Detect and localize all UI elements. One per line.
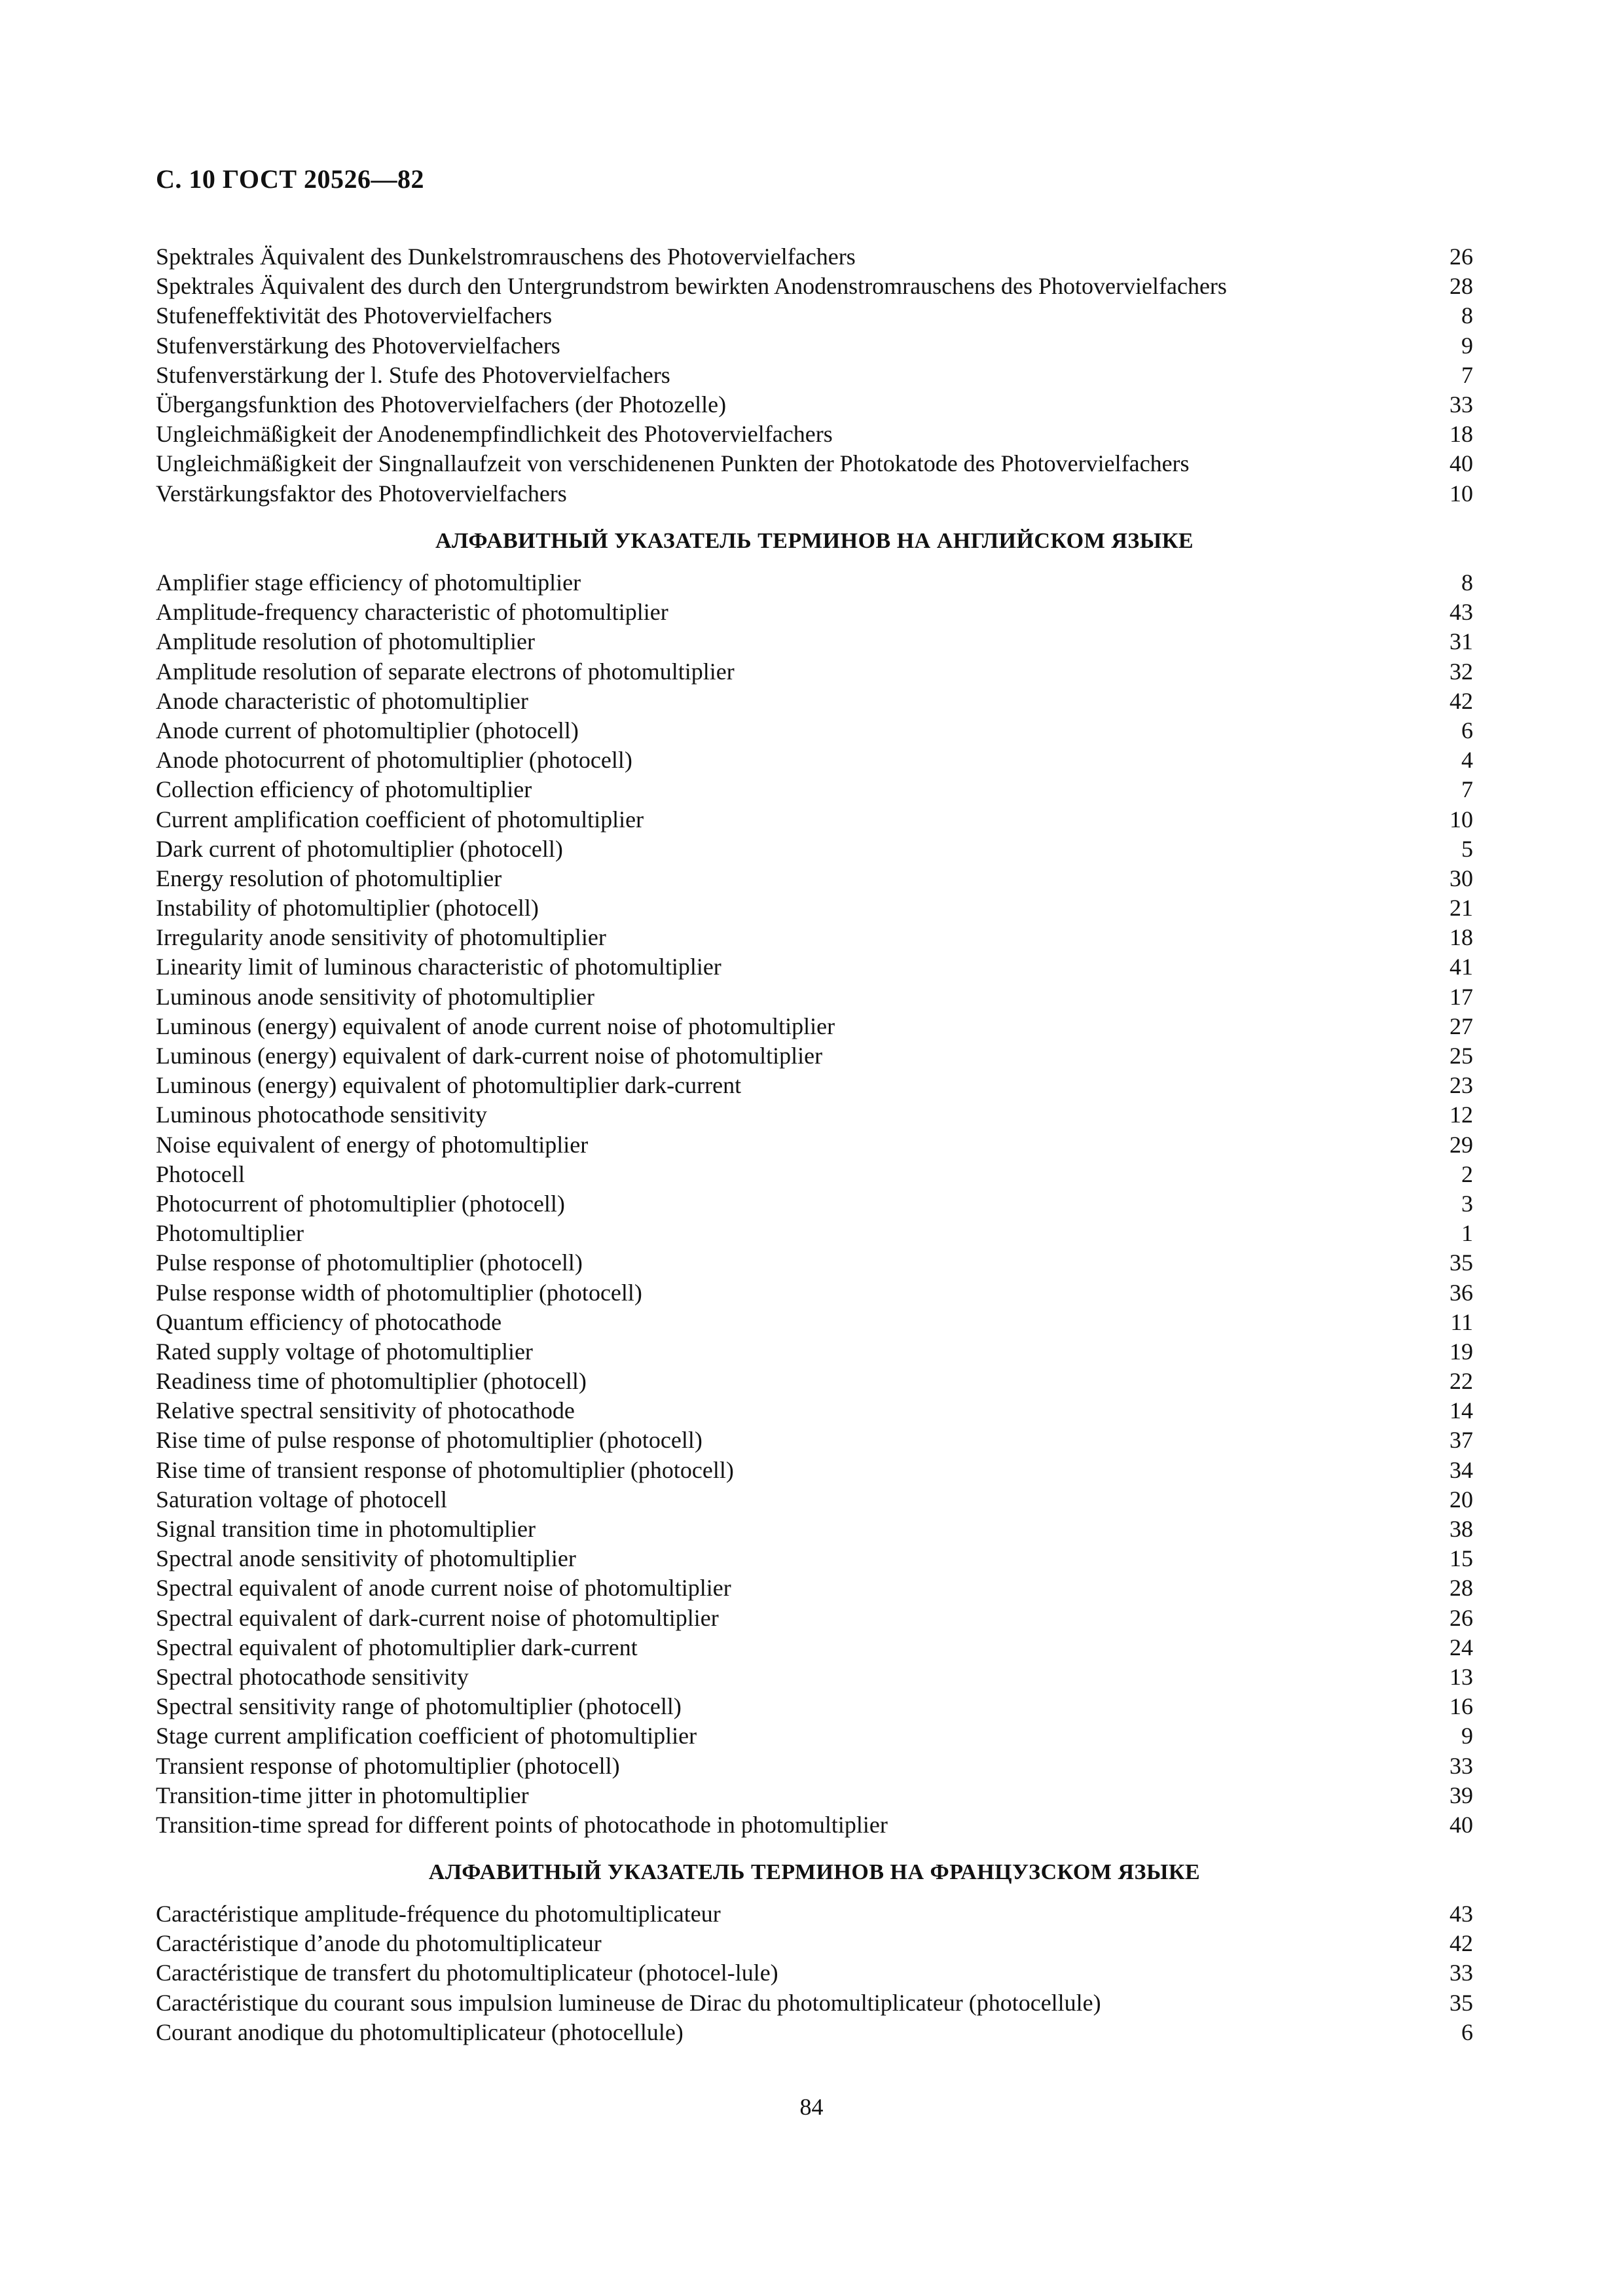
index-term: Spektrales Äquivalent des durch den Untergrundstrom bewirkten Anodenstromrauschens des Photovervielfachers xyxy=(156,273,1227,300)
index-term-number: 13 xyxy=(1450,1663,1473,1690)
index-entry xyxy=(156,864,1473,893)
index-term-number: 33 xyxy=(1450,391,1473,418)
index-entry xyxy=(156,805,1473,834)
index-term-number: 26 xyxy=(1450,243,1473,270)
index-term-number: 3 xyxy=(1461,1190,1473,1217)
index-entry xyxy=(156,272,1473,301)
index-term: Linearity limit of luminous characteristic of photomultiplier xyxy=(156,954,721,980)
index-term: Transition-time spread for different points of photocathode in photomultiplier xyxy=(156,1811,888,1838)
index-term: Spektrales Äquivalent des Dunkelstromrauschens des Photovervielfachers xyxy=(156,243,856,270)
index-entry xyxy=(156,1100,1473,1130)
index-term: Stufenverstärkung der l. Stufe des Photovervielfachers xyxy=(156,361,670,388)
index-term-number: 19 xyxy=(1450,1338,1473,1365)
french-index-title: АЛФАВИТНЫЙ УКАЗАТЕЛЬ ТЕРМИНОВ НА ФРАНЦУЗСКОМ ЯЗЫКЕ xyxy=(428,1860,1201,1884)
index-term-number: 9 xyxy=(1461,332,1473,359)
index-entry xyxy=(156,1988,1473,2018)
index-entry xyxy=(156,1810,1473,1840)
index-term-number: 11 xyxy=(1450,1308,1473,1335)
index-term: Saturation voltage of photocell xyxy=(156,1486,447,1513)
index-term: Ungleichmäßigkeit der Singnallaufzeit von verschidenenen Punkten der Photokatode des Photovervielfachers xyxy=(156,450,1190,477)
index-entry xyxy=(156,1958,1473,1988)
index-term: Collection efficiency of photomultiplier xyxy=(156,776,532,803)
index-term: Dark current of photomultiplier (photocell) xyxy=(156,835,563,862)
index-term-number: 33 xyxy=(1450,1960,1473,1986)
index-term: Rise time of pulse response of photomultiplier (photocell) xyxy=(156,1427,702,1454)
index-entry xyxy=(156,627,1473,656)
index-term: Instability of photomultiplier (photocell) xyxy=(156,895,539,922)
index-term-number: 12 xyxy=(1450,1102,1473,1128)
index-term-number: 32 xyxy=(1450,658,1473,685)
index-term-number: 17 xyxy=(1450,983,1473,1010)
index-term-number: 38 xyxy=(1450,1516,1473,1542)
index-term-number: 22 xyxy=(1450,1368,1473,1395)
index-term-number: 16 xyxy=(1450,1693,1473,1720)
index-entry xyxy=(156,1219,1473,1248)
index-term-number: 29 xyxy=(1450,1131,1473,1158)
index-entry xyxy=(156,1396,1473,1426)
index-term: Photomultiplier xyxy=(156,1220,304,1247)
index-entry xyxy=(156,1929,1473,1958)
english-index xyxy=(156,568,1473,1840)
index-entry xyxy=(156,420,1473,449)
index-term: Luminous (energy) equivalent of photomultiplier dark-current xyxy=(156,1072,742,1099)
index-term: Verstärkungsfaktor des Photovervielfachers xyxy=(156,480,567,507)
index-entry xyxy=(156,1337,1473,1367)
index-term-number: 23 xyxy=(1450,1072,1473,1099)
index-entry xyxy=(156,449,1473,478)
index-term-number: 8 xyxy=(1461,302,1473,329)
index-term: Ungleichmäßigkeit der Anodenempfindlichkeit des Photovervielfachers xyxy=(156,421,833,448)
index-term-number: 6 xyxy=(1461,717,1473,744)
index-term-number: 18 xyxy=(1450,421,1473,448)
index-entry xyxy=(156,1278,1473,1308)
index-entry xyxy=(156,361,1473,390)
index-entry xyxy=(156,301,1473,331)
index-term-number: 43 xyxy=(1450,599,1473,626)
index-term: Spectral equivalent of photomultiplier dark-current xyxy=(156,1634,638,1660)
index-term-number: 34 xyxy=(1450,1456,1473,1483)
index-term-number: 27 xyxy=(1450,1013,1473,1039)
index-term: Noise equivalent of energy of photomultiplier xyxy=(156,1131,589,1158)
index-term: Signal transition time in photomultiplier xyxy=(156,1516,536,1542)
index-entry xyxy=(156,1899,1473,1929)
index-entry xyxy=(156,1573,1473,1603)
index-term: Pulse response width of photomultiplier (photocell) xyxy=(156,1279,642,1306)
index-entry xyxy=(156,1367,1473,1396)
index-term: Spectral equivalent of anode current noise of photomultiplier xyxy=(156,1575,731,1602)
index-term-number: 31 xyxy=(1450,628,1473,655)
index-entry xyxy=(156,923,1473,952)
index-term-number: 35 xyxy=(1450,1249,1473,1276)
index-term-number: 39 xyxy=(1450,1782,1473,1808)
index-term: Transient response of photomultiplier (photocell) xyxy=(156,1752,620,1779)
index-entry xyxy=(156,1604,1473,1633)
index-term: Quantum efficiency of photocathode xyxy=(156,1308,502,1335)
index-entry xyxy=(156,745,1473,775)
index-term-number: 42 xyxy=(1450,1930,1473,1957)
index-term: Readiness time of photomultiplier (photocell) xyxy=(156,1368,587,1395)
index-entry xyxy=(156,1130,1473,1160)
index-term: Übergangsfunktion des Photovervielfachers (der Photozelle) xyxy=(156,391,727,418)
index-term-number: 2 xyxy=(1461,1160,1473,1187)
index-term-number: 9 xyxy=(1461,1723,1473,1749)
index-term-number: 14 xyxy=(1450,1397,1473,1424)
index-term: Amplitude-frequency characteristic of photomultiplier xyxy=(156,599,668,626)
index-entry xyxy=(156,1041,1473,1071)
index-term: Luminous photocathode sensitivity xyxy=(156,1102,487,1128)
index-term-number: 10 xyxy=(1450,480,1473,507)
index-entry xyxy=(156,657,1473,687)
index-term-number: 28 xyxy=(1450,273,1473,300)
index-entry xyxy=(156,1248,1473,1278)
index-term: Transition-time jitter in photomultiplier xyxy=(156,1782,529,1808)
index-term-number: 8 xyxy=(1461,569,1473,596)
index-term: Courant anodique du photomultiplicateur (photocellule) xyxy=(156,2018,684,2045)
index-entry xyxy=(156,1662,1473,1692)
index-term: Amplitude resolution of separate electrons of photomultiplier xyxy=(156,658,735,685)
index-term-number: 10 xyxy=(1450,806,1473,833)
index-term-number: 18 xyxy=(1450,924,1473,951)
index-entry xyxy=(156,1721,1473,1751)
index-term: Rise time of transient response of photomultiplier (photocell) xyxy=(156,1456,734,1483)
index-term: Stufenverstärkung des Photovervielfachers xyxy=(156,332,560,359)
page-header: С. 10 ГОСТ 20526—82 xyxy=(156,164,425,194)
index-entry xyxy=(156,390,1473,420)
index-entry xyxy=(156,568,1473,598)
index-term-number: 40 xyxy=(1450,450,1473,477)
index-entry xyxy=(156,1456,1473,1485)
index-entry xyxy=(156,1012,1473,1041)
index-term: Spectral sensitivity range of photomultiplier (photocell) xyxy=(156,1693,682,1720)
index-entry xyxy=(156,1426,1473,1455)
index-entry xyxy=(156,982,1473,1012)
index-term: Current amplification coefficient of photomultiplier xyxy=(156,806,644,833)
index-term: Photocurrent of photomultiplier (photocell) xyxy=(156,1190,565,1217)
index-entry xyxy=(156,1189,1473,1219)
index-term: Amplitude resolution of photomultiplier xyxy=(156,628,535,655)
index-term: Luminous (energy) equivalent of anode current noise of photomultiplier xyxy=(156,1013,835,1039)
index-term: Stufeneffektivität des Photovervielfachers xyxy=(156,302,553,329)
index-entry xyxy=(156,331,1473,361)
index-entry xyxy=(156,716,1473,745)
index-term-number: 40 xyxy=(1450,1811,1473,1838)
index-term: Photocell xyxy=(156,1160,245,1187)
index-term-number: 21 xyxy=(1450,895,1473,922)
index-term-number: 6 xyxy=(1461,2018,1473,2045)
index-term: Anode current of photomultiplier (photocell) xyxy=(156,717,579,744)
index-entry xyxy=(156,893,1473,923)
english-index-title: АЛФАВИТНЫЙ УКАЗАТЕЛЬ ТЕРМИНОВ НА АНГЛИЙСКОМ ЯЗЫКЕ xyxy=(435,529,1194,553)
index-term-number: 7 xyxy=(1461,776,1473,803)
index-term: Luminous (energy) equivalent of dark-current noise of photomultiplier xyxy=(156,1043,823,1069)
index-term: Luminous anode sensitivity of photomultiplier xyxy=(156,983,594,1010)
index-entry xyxy=(156,598,1473,627)
index-entry xyxy=(156,2018,1473,2047)
index-term: Amplifier stage efficiency of photomultiplier xyxy=(156,569,581,596)
index-term: Spectral photocathode sensitivity xyxy=(156,1663,469,1690)
index-term-number: 26 xyxy=(1450,1604,1473,1631)
index-term: Relative spectral sensitivity of photocathode xyxy=(156,1397,575,1424)
index-entry xyxy=(156,1071,1473,1100)
index-term: Pulse response of photomultiplier (photocell) xyxy=(156,1249,583,1276)
index-term: Caractéristique amplitude-fréquence du photomultiplicateur xyxy=(156,1901,721,1927)
index-term-number: 15 xyxy=(1450,1545,1473,1572)
index-term-number: 28 xyxy=(1450,1575,1473,1602)
index-term-number: 4 xyxy=(1461,747,1473,774)
index-term: Spectral anode sensitivity of photomultiplier xyxy=(156,1545,576,1572)
index-term-number: 20 xyxy=(1450,1486,1473,1513)
index-term: Anode characteristic of photomultiplier xyxy=(156,687,528,714)
index-term-number: 43 xyxy=(1450,1901,1473,1927)
index-term-number: 30 xyxy=(1450,865,1473,891)
index-term: Spectral equivalent of dark-current noise of photomultiplier xyxy=(156,1604,719,1631)
index-term: Energy resolution of photomultiplier xyxy=(156,865,502,891)
index-term: Rated supply voltage of photomultiplier xyxy=(156,1338,533,1365)
index-entry xyxy=(156,1781,1473,1810)
index-term-number: 25 xyxy=(1450,1043,1473,1069)
index-term-number: 37 xyxy=(1450,1427,1473,1454)
index-entry xyxy=(156,1485,1473,1515)
index-entry xyxy=(156,834,1473,864)
index-entry xyxy=(156,775,1473,804)
index-term: Anode photocurrent of photomultiplier (photocell) xyxy=(156,747,632,774)
page-number: 84 xyxy=(799,2094,824,2120)
index-entry xyxy=(156,1751,1473,1781)
german-index-continued xyxy=(156,242,1473,509)
index-entry xyxy=(156,1308,1473,1337)
index-term-number: 41 xyxy=(1450,954,1473,980)
index-term-number: 36 xyxy=(1450,1279,1473,1306)
index-term: Irregularity anode sensitivity of photomultiplier xyxy=(156,924,606,951)
index-term-number: 7 xyxy=(1461,361,1473,388)
index-term: Caractéristique de transfert du photomultiplicateur (photocel-lule) xyxy=(156,1960,778,1986)
index-term-number: 24 xyxy=(1450,1634,1473,1660)
french-index xyxy=(156,1899,1473,2047)
index-entry xyxy=(156,952,1473,982)
index-entry xyxy=(156,1544,1473,1573)
index-term-number: 5 xyxy=(1461,835,1473,862)
index-entry xyxy=(156,479,1473,509)
index-term-number: 1 xyxy=(1461,1220,1473,1247)
index-term: Stage current amplification coefficient of photomultiplier xyxy=(156,1723,697,1749)
index-entry xyxy=(156,687,1473,716)
index-term-number: 33 xyxy=(1450,1752,1473,1779)
index-entry xyxy=(156,1633,1473,1662)
index-term-number: 42 xyxy=(1450,687,1473,714)
index-term: Caractéristique d’anode du photomultiplicateur xyxy=(156,1930,602,1957)
index-entry xyxy=(156,1692,1473,1721)
index-term-number: 35 xyxy=(1450,1989,1473,2016)
index-entry xyxy=(156,1160,1473,1189)
index-entry xyxy=(156,1515,1473,1544)
index-term: Caractéristique du courant sous impulsion lumineuse de Dirac du photomultiplicateur (photocellule) xyxy=(156,1989,1101,2016)
index-entry xyxy=(156,242,1473,272)
